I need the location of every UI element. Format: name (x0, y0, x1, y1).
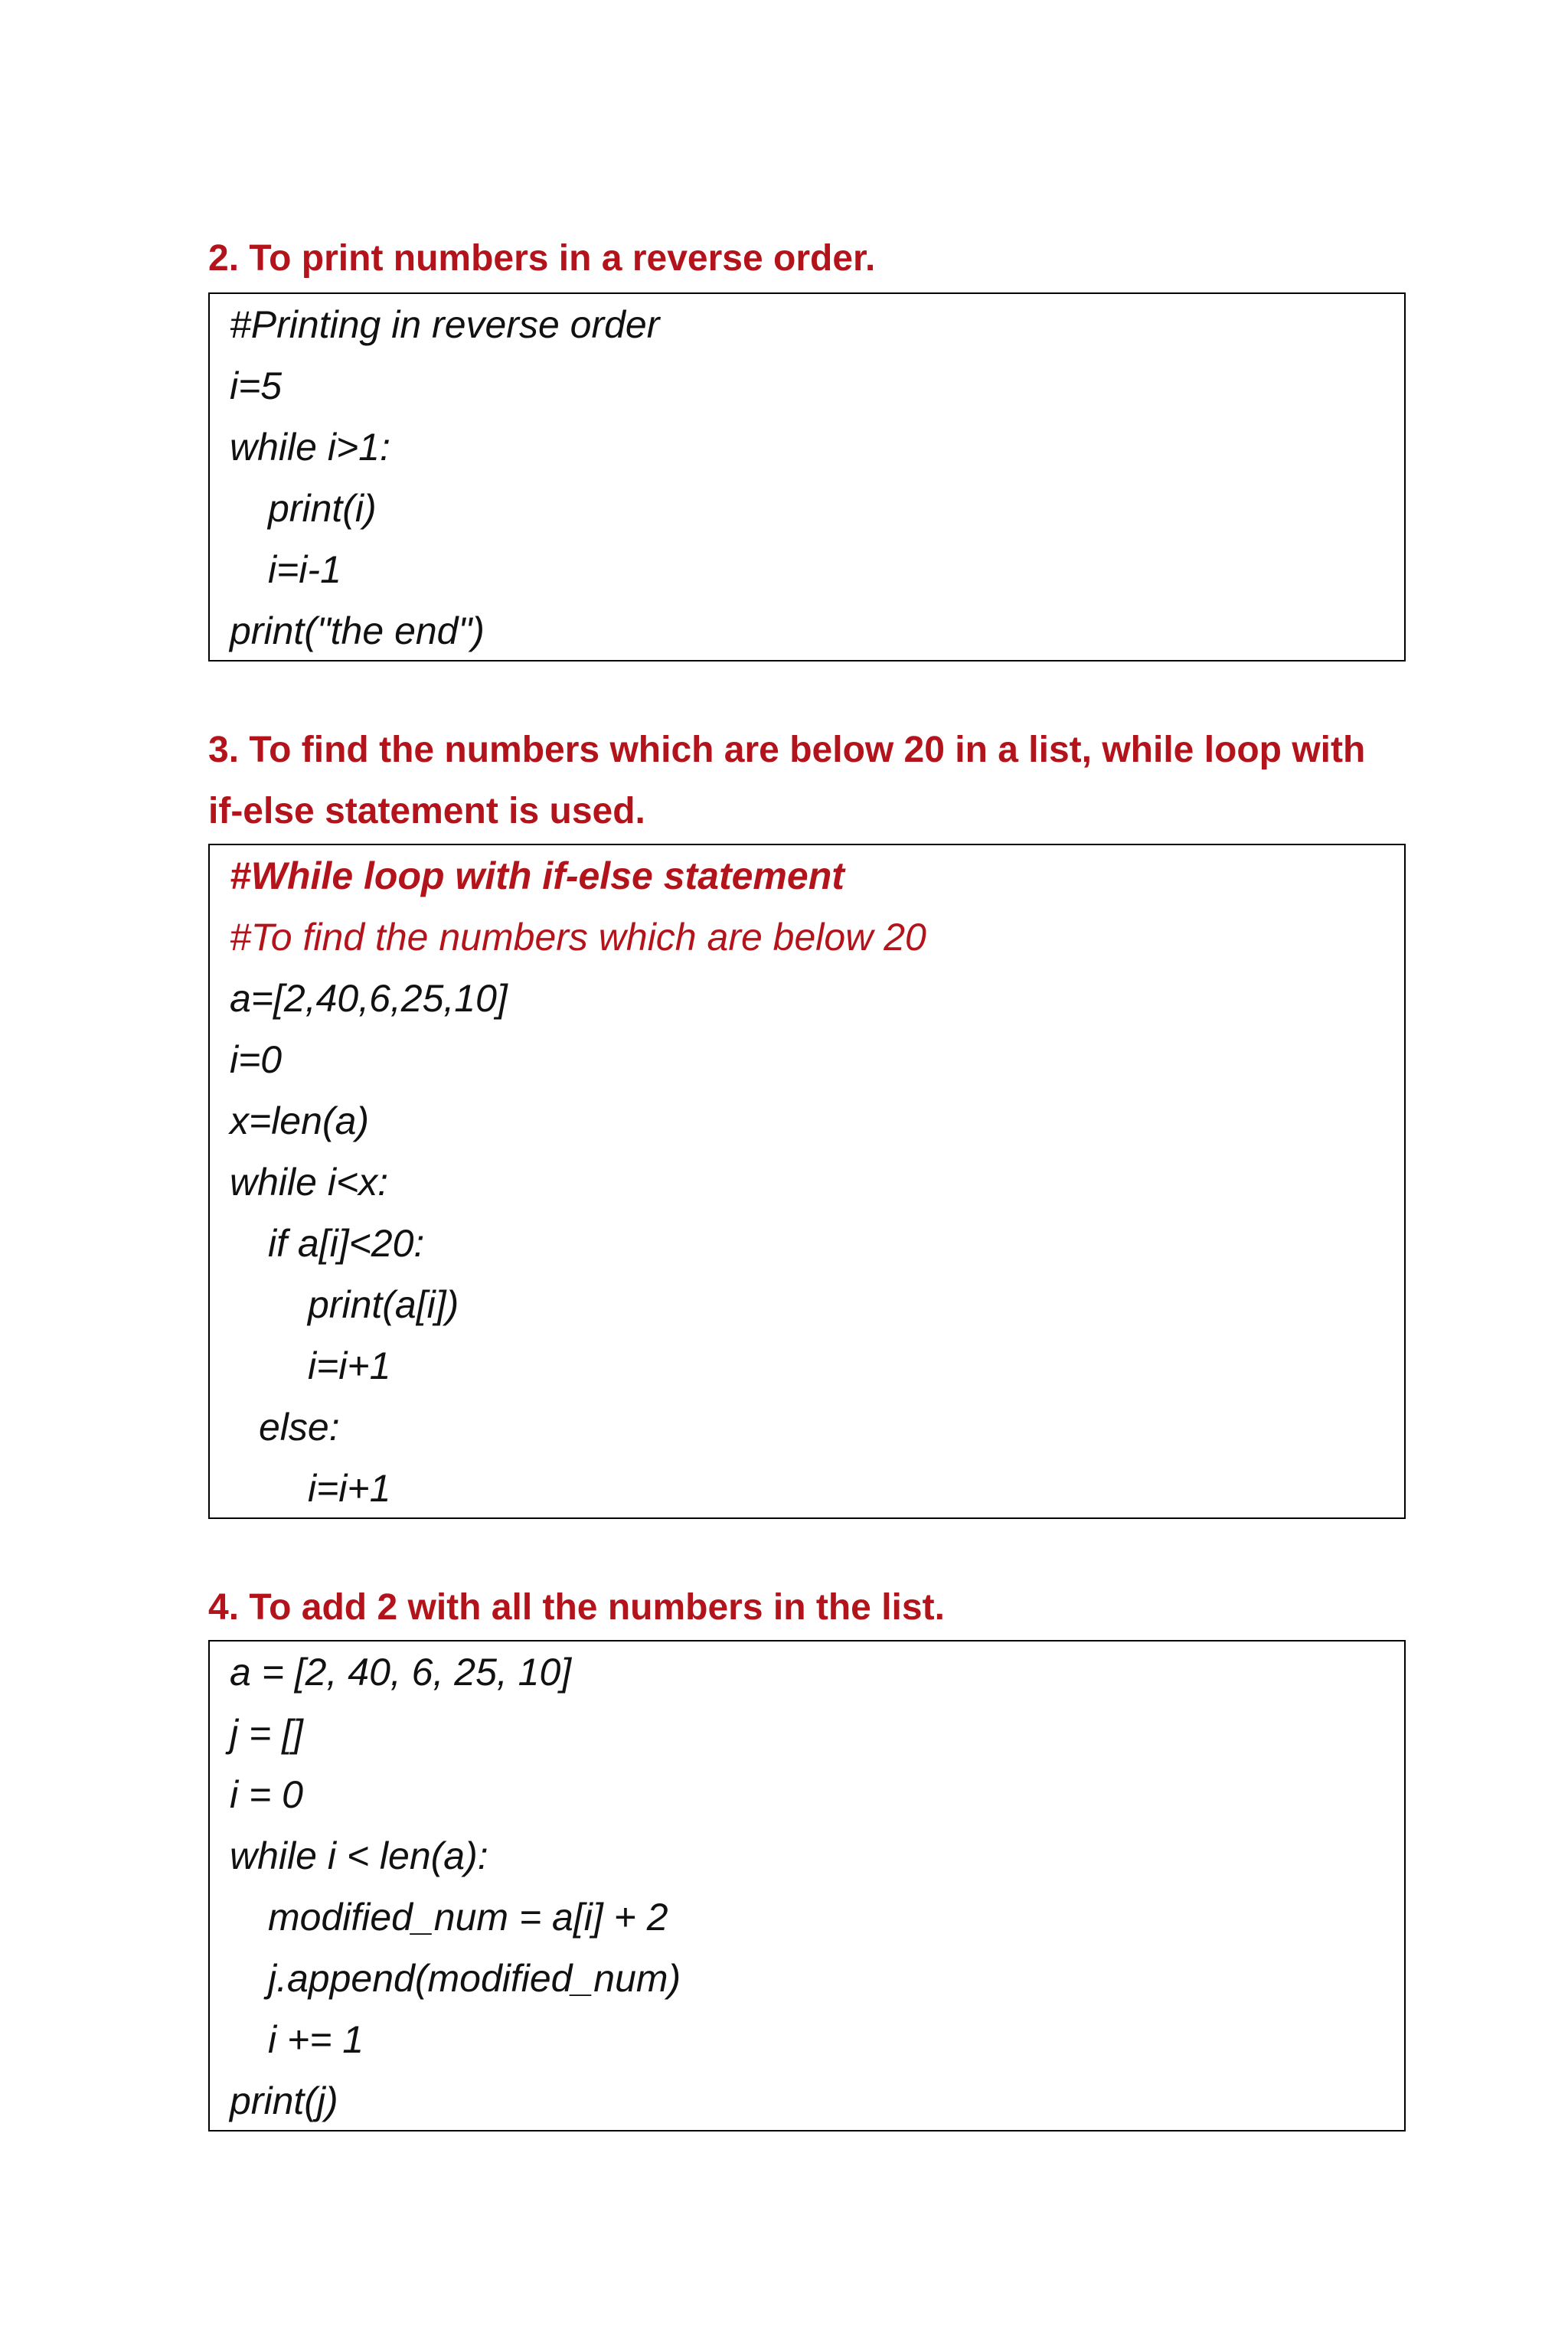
code-line: modified_num = a[i] + 2 (268, 1896, 668, 1939)
code-line: i=0 (230, 1038, 283, 1081)
code-line: while i < len(a): (230, 1834, 488, 1877)
code-block-while-if-else (208, 844, 1406, 1519)
code-line: a=[2,40,6,25,10] (230, 977, 508, 1020)
code-line: print("the end") (230, 609, 485, 652)
code-line: print(i) (268, 487, 377, 530)
code-line: i=5 (230, 364, 283, 407)
code-line: i += 1 (268, 2018, 364, 2061)
code-block-add-two (208, 1640, 1406, 2132)
code-line: while i<x: (230, 1161, 389, 1204)
code-line: x=len(a) (230, 1099, 370, 1142)
section-4-heading: 4. To add 2 with all the numbers in the list. (208, 1587, 945, 1628)
section-3-heading-line-2: if-else statement is used. (208, 791, 645, 831)
section-2-heading: 2. To print numbers in a reverse order. (208, 238, 876, 279)
code-line: i=i+1 (308, 1344, 391, 1387)
code-line: else: (259, 1406, 340, 1449)
code-comment: #While loop with if-else statement (230, 854, 844, 897)
code-line: #Printing in reverse order (230, 303, 660, 346)
code-line: i = 0 (230, 1773, 303, 1816)
code-line: j = [] (230, 1712, 303, 1755)
code-line: while i>1: (230, 426, 390, 469)
code-line: print(j) (230, 2079, 338, 2122)
code-block-reverse-order (208, 292, 1406, 662)
code-line: a = [2, 40, 6, 25, 10] (230, 1651, 572, 1694)
code-line: i=i+1 (308, 1467, 391, 1510)
code-line: i=i-1 (268, 548, 341, 591)
code-line: print(a[i]) (308, 1283, 459, 1326)
code-line: j.append(modified_num) (268, 1957, 681, 2000)
code-comment: #To find the numbers which are below 20 (230, 916, 926, 959)
section-3-heading-line-1: 3. To find the numbers which are below 20 in a list, while loop with (208, 730, 1366, 770)
code-line: if a[i]<20: (268, 1222, 425, 1265)
